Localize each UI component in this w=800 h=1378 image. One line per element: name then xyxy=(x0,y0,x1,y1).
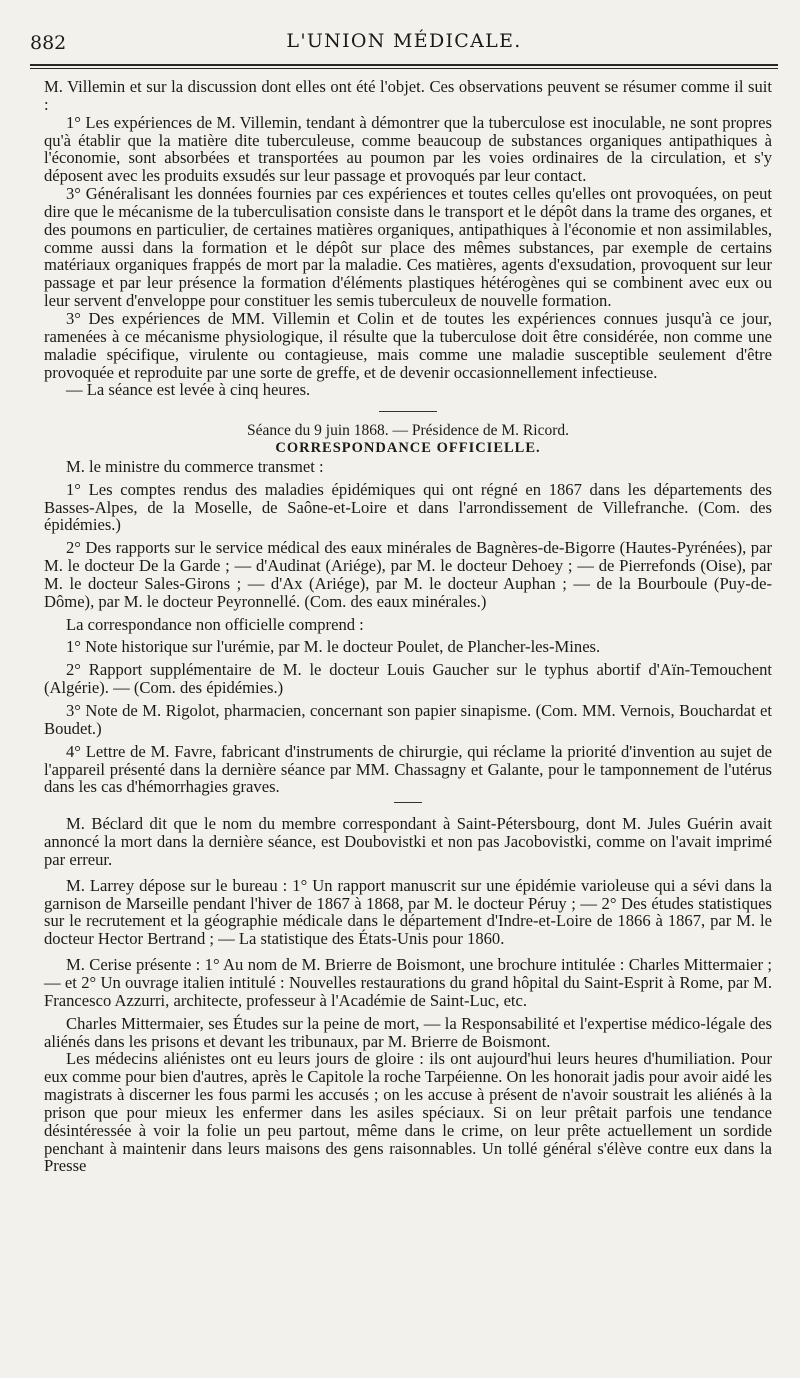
session-heading: Séance du 9 juin 1868. — Présidence de M. Ricord. xyxy=(247,422,569,440)
section-separator xyxy=(379,411,437,412)
header-rule-thin xyxy=(30,68,778,69)
paragraph: M. Cerise présente : 1° Au nom de M. Brierre de Boismont, une brochure intitulée : Charles Mittermaier ; — et 2° Un ouvrage italien intitulé : Nouvelles restaurations du grand hôpital du Saint-Esprit à Rome, par M. Francesco Azzurri, architecte, professeur à l'Académie de Saint-Luc, etc. xyxy=(44,955,772,1010)
paragraph: 2° Rapport supplémentaire de M. le docteur Louis Gaucher sur le typhus abortif d'Aïn-Temouchent (Algérie). — (Com. des épidémies.) xyxy=(44,660,772,698)
header-rule xyxy=(30,64,778,66)
paragraph: 3° Des expériences de MM. Villemin et Colin et de toutes les expériences connues jusqu'à ce jour, ramenées à ce mécanisme physiologique, il résulte que la tuberculose doit être considérée, non comme une maladie spécifique, virulente ou contagieuse, mais comme une maladie susceptible seulement d'être provoquée et reproduite par une sorte de greffe, et de devenir occasionnellement infectieuse. xyxy=(44,308,772,382)
paragraph: La correspondance non officielle comprend : xyxy=(66,614,364,634)
closing-line: — La séance est levée à cinq heures. xyxy=(66,380,311,400)
paragraph: 3° Note de M. Rigolot, pharmacien, concernant son papier sinapisme. (Com. MM. Vernois, Bouchardat et Boudet.) xyxy=(44,701,772,738)
paragraph: M. Villemin et sur la discussion dont elles ont été l'objet. Ces observations peuvent se résumer comme il suit : xyxy=(44,77,772,114)
paragraph: 1° Note historique sur l'urémie, par M. le docteur Poulet, de Plancher-les-Mines. xyxy=(66,637,601,657)
section-heading: CORRESPONDANCE OFFICIELLE. xyxy=(275,440,541,457)
paragraph: 1° Les comptes rendus des maladies épidémiques qui ont régné en 1867 dans les départements des Basses-Alpes, de la Moselle, de Saône-et-Loire et dans l'arrondissement de Villefranche. (Com. des épidémies.) xyxy=(44,479,772,535)
paragraph: Les médecins aliénistes ont eu leurs jours de gloire : ils ont aujourd'hui leurs heures d'humiliation. Pour eux comme pour bien d'autres, après le Capitole la roche Tarpéienne. On les honorait jadis pour avoir aidé les magistrats à discerner les fous parmi les accusés ; on les accuse à présent de n'avoir soustrait les aliénés à la prison que pour mieux les enfermer dans les asiles spéciaux. Si on leur prêtait parfois une tendance désintéressée à voir la folie un peu partout, même dans le crime, on leur prête actuellement un sordide penchant à maintenir dans leurs maisons des gens raisonnables. Un tollé général s'élève contre eux dans la Presse xyxy=(44,1049,772,1176)
paragraph: M. le ministre du commerce transmet : xyxy=(66,456,324,476)
article-body xyxy=(44,78,772,1175)
page-number: 882 xyxy=(30,32,67,54)
page-header xyxy=(30,28,778,64)
paragraph: M. Béclard dit que le nom du membre correspondant à Saint-Pétersbourg, dont M. Jules Guérin avait annoncé la mort dans la dernière séance, est Doubovistki et non pas Jacobovistki, comme on l'avait imprimé par erreur. xyxy=(44,814,772,869)
paragraph: 3° Généralisant les données fournies par ces expériences et toutes celles qu'elles ont provoquées, on peut dire que le mécanisme de la tuberculisation consiste dans le transport et le dépôt dans la trame des organes, et des poumons en particulier, de certaines matières organiques, antipathiques à l'économie et non assimilables, comme aussi dans la formation et le dépôt sur place des mêmes substances, par exemple de certains matériaux organiques frappés de mort par la maladie. Ces matières, agents d'exsudation, provoquent sur leur passage et par leur présence la formation d'éléments plastiques hétérogènes qui se combinent avec eux ou leur servent d'enveloppe pour constituer les semis tuberculeux de nouvelle formation. xyxy=(44,184,772,311)
paragraph: 2° Des rapports sur le service médical des eaux minérales de Bagnères-de-Bigorre (Hautes-Pyrénées), par M. le docteur De la Garde ; — d'Audinat (Ariége), par M. le docteur Dehoey ; — de Pierrefonds (Oise), par M. le docteur Sales-Girons ; — d'Ax (Ariége), par M. le docteur Auphan ; — de la Bourboule (Puy-de-Dôme), par M. le docteur Peyronnellé. (Com. des eaux minérales.) xyxy=(44,538,772,611)
paragraph: 1° Les expériences de M. Villemin, tendant à démontrer que la tuberculose est inoculable, ne sont propres qu'à établir que la matière dite tuberculeuse, comme beaucoup de substances organiques antipathiques à l'économie, sont absorbées et transportées au poumon par les voies ordinaires de la circulation, et s'y déposent avec les produits exsudés sur leur passage et provoqués par leur contact. xyxy=(44,112,772,186)
journal-title: L'UNION MÉDICALE. xyxy=(286,30,522,52)
paragraph: Charles Mittermaier, ses Études sur la peine de mort, — la Responsabilité et l'expertise médico-légale des aliénés dans les prisons et devant les tribunaux, par M. Brierre de Boismont. xyxy=(44,1013,772,1051)
short-separator xyxy=(394,802,422,803)
paragraph: 4° Lettre de M. Favre, fabricant d'instruments de chirurgie, qui réclame la priorité d'invention au sujet de l'appareil présenté dans la dernière séance par MM. Chassagny et Galante, pour le tamponnement de l'utérus dans les cas d'hémorrhagies graves. xyxy=(44,741,772,797)
paragraph: M. Larrey dépose sur le bureau : 1° Un rapport manuscrit sur une épidémie varioleuse qui a sévi dans la garnison de Marseille pendant l'hiver de 1867 à 1868, par M. le docteur Péruy ; — 2° Des études statistiques sur le recrutement et la géographie médicale dans le département d'Indre-et-Loire de 1866 à 1867, par M. le docteur Hector Bertrand ; — La statistique des États-Unis pour 1860. xyxy=(44,875,772,949)
